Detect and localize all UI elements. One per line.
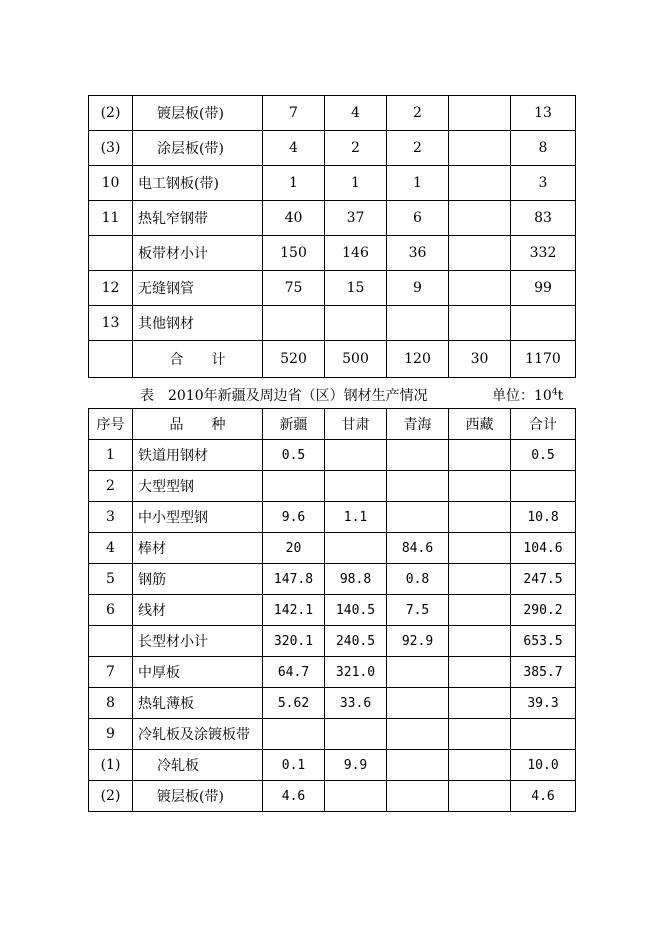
table-row [89,440,576,471]
row-total: 0.5 [511,440,576,471]
row-item: 无缝钢管 [133,271,263,306]
row-value-1: 150 [263,236,325,271]
row-value-4 [449,131,511,166]
row-value-4 [449,236,511,271]
row-item: 电工钢板(带) [133,166,263,201]
row-value-1: 1 [263,166,325,201]
row-value-2 [325,719,387,750]
row-item: 铁道用钢材 [133,440,263,471]
row-value-3: 0.8 [387,564,449,595]
row-value-2: 33.6 [325,688,387,719]
row-number: (3) [89,131,133,166]
header-qinghai: 青海 [387,409,449,440]
row-value-1 [263,306,325,341]
row-value-2: 146 [325,236,387,271]
row-value-4 [449,96,511,131]
row-item: 长型材小计 [133,626,263,657]
row-item: 大型型钢 [133,471,263,502]
row-number [89,626,133,657]
header-xizang: 西藏 [449,409,511,440]
row-value-3: 2 [387,131,449,166]
row-value-1: 4.6 [263,781,325,812]
row-value-3: 1 [387,166,449,201]
row-value-4 [449,533,511,564]
table-caption [140,385,580,405]
row-total: 3 [511,166,576,201]
row-value-3 [387,750,449,781]
table-row [89,688,576,719]
row-value-3: 92.9 [387,626,449,657]
table-row [89,271,576,306]
table-row [89,201,576,236]
row-number: (2) [89,781,133,812]
row-total: 39.3 [511,688,576,719]
row-total: 10.0 [511,750,576,781]
row-value-4 [449,306,511,341]
row-value-3 [387,657,449,688]
row-value-3: 7.5 [387,595,449,626]
table-row [89,166,576,201]
row-value-3 [387,688,449,719]
row-number [89,341,133,378]
row-number: 6 [89,595,133,626]
row-number: 11 [89,201,133,236]
table-row [89,236,576,271]
row-value-1: 0.5 [263,440,325,471]
row-total: 653.5 [511,626,576,657]
row-value-2 [325,533,387,564]
row-value-1: 4 [263,131,325,166]
row-value-4 [449,271,511,306]
row-item: 热轧薄板 [133,688,263,719]
row-value-3: 2 [387,96,449,131]
row-number: 10 [89,166,133,201]
row-number: 4 [89,533,133,564]
table-row [89,719,576,750]
row-value-1: 5.62 [263,688,325,719]
row-number: 13 [89,306,133,341]
header-gansu: 甘肃 [325,409,387,440]
row-value-3: 84.6 [387,533,449,564]
row-value-4 [449,201,511,236]
header-xinjiang: 新疆 [263,409,325,440]
row-value-4 [449,564,511,595]
row-value-2: 240.5 [325,626,387,657]
table-row [89,657,576,688]
row-value-4 [449,595,511,626]
row-value-2 [325,440,387,471]
table-row [89,595,576,626]
row-value-2 [325,471,387,502]
row-value-2: 98.8 [325,564,387,595]
row-value-3 [387,719,449,750]
row-value-3: 36 [387,236,449,271]
row-value-1: 147.8 [263,564,325,595]
row-value-3 [387,471,449,502]
row-number: 12 [89,271,133,306]
row-number: (1) [89,750,133,781]
table-row [89,564,576,595]
caption-title: 表 2010年新疆及周边省（区）钢材生产情况 [140,388,428,404]
row-number: 2 [89,471,133,502]
row-total: 290.2 [511,595,576,626]
row-value-1: 7 [263,96,325,131]
row-total: 247.5 [511,564,576,595]
row-item: 中小型型钢 [133,502,263,533]
row-value-4 [449,750,511,781]
caption-unit [492,385,563,405]
row-item: 线材 [133,595,263,626]
row-number: 9 [89,719,133,750]
row-total [511,306,576,341]
row-value-2: 15 [325,271,387,306]
row-item: 冷轧板及涂镀板带 [133,719,263,750]
unit-exponent: 4 [551,387,558,398]
row-value-2: 37 [325,201,387,236]
row-value-1 [263,471,325,502]
row-value-4 [449,719,511,750]
row-item: 棒材 [133,533,263,564]
row-number: 1 [89,440,133,471]
row-item: 冷轧板 [133,750,263,781]
row-value-1: 40 [263,201,325,236]
row-value-2 [325,306,387,341]
row-value-2: 1.1 [325,502,387,533]
header-no: 序号 [89,409,133,440]
row-item: 其他钢材 [133,306,263,341]
row-item: 热轧窄钢带 [133,201,263,236]
row-value-3 [387,781,449,812]
row-value-3 [387,502,449,533]
row-item: 板带材小计 [133,236,263,271]
row-total [511,471,576,502]
table-row [89,341,576,378]
row-value-3 [387,306,449,341]
row-value-1: 64.7 [263,657,325,688]
row-value-1: 75 [263,271,325,306]
row-value-4 [449,657,511,688]
row-total: 10.8 [511,502,576,533]
row-value-4 [449,781,511,812]
table-row [89,502,576,533]
row-value-2: 1 [325,166,387,201]
row-value-2: 4 [325,96,387,131]
row-value-4 [449,440,511,471]
row-total: 8 [511,131,576,166]
unit-prefix: 单位：10 [492,388,552,404]
row-number: 7 [89,657,133,688]
row-value-4 [449,471,511,502]
table-header-row [89,409,576,440]
row-total: 1170 [511,341,576,378]
table-row [89,750,576,781]
table-row [89,471,576,502]
row-value-2 [325,781,387,812]
row-value-1 [263,719,325,750]
row-total [511,719,576,750]
table-row [89,131,576,166]
row-value-3: 9 [387,271,449,306]
row-value-3: 120 [387,341,449,378]
header-item: 品 种 [133,409,263,440]
row-number: 3 [89,502,133,533]
row-number [89,236,133,271]
steel-production-2010-table [88,408,576,812]
row-item: 合 计 [133,341,263,378]
row-number: (2) [89,96,133,131]
table-row [89,96,576,131]
row-value-3 [387,440,449,471]
row-value-2: 500 [325,341,387,378]
row-value-1: 142.1 [263,595,325,626]
row-value-4: 30 [449,341,511,378]
row-value-4 [449,502,511,533]
row-value-4 [449,626,511,657]
row-value-1: 520 [263,341,325,378]
row-value-1: 0.1 [263,750,325,781]
table-row [89,781,576,812]
row-item: 中厚板 [133,657,263,688]
unit-suffix: t [557,388,564,404]
table-row [89,533,576,564]
row-total: 99 [511,271,576,306]
row-item: 镀层板(带) [133,96,263,131]
row-value-2: 9.9 [325,750,387,781]
row-value-3: 6 [387,201,449,236]
row-total: 83 [511,201,576,236]
row-value-1: 9.6 [263,502,325,533]
row-total: 104.6 [511,533,576,564]
table-row [89,306,576,341]
row-total: 4.6 [511,781,576,812]
production-table-continued [88,95,576,378]
table-row [89,626,576,657]
row-value-1: 20 [263,533,325,564]
row-item: 镀层板(带) [133,781,263,812]
row-total: 385.7 [511,657,576,688]
row-value-2: 2 [325,131,387,166]
row-item: 钢筋 [133,564,263,595]
row-number: 5 [89,564,133,595]
row-total: 13 [511,96,576,131]
row-total: 332 [511,236,576,271]
row-value-4 [449,166,511,201]
row-value-2: 140.5 [325,595,387,626]
row-value-4 [449,688,511,719]
row-number: 8 [89,688,133,719]
row-item: 涂层板(带) [133,131,263,166]
row-value-1: 320.1 [263,626,325,657]
header-total: 合计 [511,409,576,440]
row-value-2: 321.0 [325,657,387,688]
